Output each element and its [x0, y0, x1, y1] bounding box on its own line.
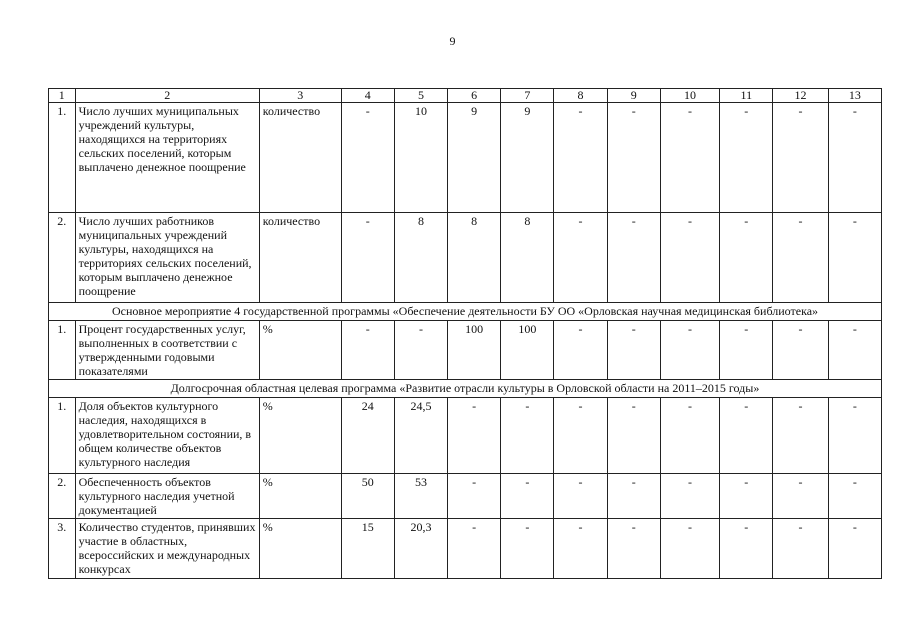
value-cell: -	[448, 474, 501, 519]
table-row	[49, 213, 882, 303]
column-header: 2	[75, 89, 259, 103]
value-cell: -	[773, 213, 828, 303]
row-number: 3.	[49, 519, 76, 579]
value-cell: -	[501, 474, 554, 519]
value-cell: 53	[394, 474, 447, 519]
value-cell: 8	[448, 213, 501, 303]
value-cell: -	[448, 519, 501, 579]
value-cell: 24	[341, 398, 394, 474]
row-number: 2.	[49, 213, 76, 303]
indicator-name: Количество студентов, принявших участие в областных, всероссийских и международных конкурсах	[75, 519, 259, 579]
column-header: 10	[660, 89, 719, 103]
table-body	[49, 89, 882, 579]
column-header: 1	[49, 89, 76, 103]
table-row	[49, 321, 882, 380]
column-header: 7	[501, 89, 554, 103]
indicator-name: Число лучших муниципальных учреждений культуры, находящихся на территориях сельских поселений, которым выплачено денежное поощрение	[75, 103, 259, 213]
value-cell: -	[607, 519, 660, 579]
value-cell: 50	[341, 474, 394, 519]
value-cell: -	[660, 519, 719, 579]
row-number: 2.	[49, 474, 76, 519]
value-cell: -	[720, 398, 773, 474]
value-cell: -	[660, 321, 719, 380]
value-cell: -	[720, 519, 773, 579]
value-cell: -	[828, 519, 881, 579]
value-cell: -	[607, 398, 660, 474]
unit-of-measure: %	[259, 474, 341, 519]
value-cell: -	[554, 398, 607, 474]
unit-of-measure: количество	[259, 103, 341, 213]
indicator-name: Доля объектов культурного наследия, находящихся в удовлетворительном состоянии, в общем количестве объектов культурного наследия	[75, 398, 259, 474]
value-cell: -	[828, 103, 881, 213]
value-cell: 20,3	[394, 519, 447, 579]
value-cell: -	[720, 474, 773, 519]
value-cell: 8	[394, 213, 447, 303]
value-cell: -	[341, 321, 394, 380]
unit-of-measure: %	[259, 398, 341, 474]
value-cell: 9	[501, 103, 554, 213]
column-header: 12	[773, 89, 828, 103]
column-header: 11	[720, 89, 773, 103]
value-cell: -	[554, 213, 607, 303]
value-cell: 100	[448, 321, 501, 380]
value-cell: -	[607, 321, 660, 380]
value-cell: -	[501, 398, 554, 474]
unit-of-measure: %	[259, 519, 341, 579]
column-header: 8	[554, 89, 607, 103]
value-cell: -	[554, 103, 607, 213]
value-cell: -	[828, 321, 881, 380]
value-cell: -	[554, 519, 607, 579]
row-number: 1.	[49, 398, 76, 474]
value-cell: -	[660, 103, 719, 213]
value-cell: -	[773, 321, 828, 380]
table-row	[49, 474, 882, 519]
value-cell: -	[554, 321, 607, 380]
indicator-name: Число лучших работников муниципальных учреждений культуры, находящихся на территориях сельских поселений, которым выплачено денежное поощрение	[75, 213, 259, 303]
section-heading-row	[49, 303, 882, 321]
value-cell: 9	[448, 103, 501, 213]
column-header: 13	[828, 89, 881, 103]
value-cell: 15	[341, 519, 394, 579]
column-header: 9	[607, 89, 660, 103]
table-row	[49, 103, 882, 213]
value-cell: -	[773, 398, 828, 474]
value-cell: -	[828, 474, 881, 519]
value-cell: -	[660, 474, 719, 519]
value-cell: -	[448, 398, 501, 474]
column-header: 5	[394, 89, 447, 103]
value-cell: -	[720, 103, 773, 213]
value-cell: 8	[501, 213, 554, 303]
value-cell: -	[607, 103, 660, 213]
section-heading-row	[49, 380, 882, 398]
value-cell: 24,5	[394, 398, 447, 474]
value-cell: -	[394, 321, 447, 380]
column-header: 3	[259, 89, 341, 103]
column-header: 4	[341, 89, 394, 103]
indicator-name: Обеспеченность объектов культурного наследия учетной документацией	[75, 474, 259, 519]
value-cell: 10	[394, 103, 447, 213]
value-cell: -	[501, 519, 554, 579]
value-cell: -	[720, 321, 773, 380]
unit-of-measure: количество	[259, 213, 341, 303]
row-number: 1.	[49, 321, 76, 380]
section-heading: Долгосрочная областная целевая программа «Развитие отрасли культуры в Орловской области на 2011–2015 годы»	[49, 380, 882, 398]
indicator-name: Процент государственных услуг, выполненных в соответствии с утвержденными годовыми показателями	[75, 321, 259, 380]
value-cell: -	[828, 213, 881, 303]
value-cell: -	[607, 474, 660, 519]
value-cell: -	[773, 474, 828, 519]
value-cell: -	[554, 474, 607, 519]
value-cell: 100	[501, 321, 554, 380]
table-row	[49, 519, 882, 579]
value-cell: -	[773, 519, 828, 579]
value-cell: -	[341, 103, 394, 213]
table-row	[49, 398, 882, 474]
header-row	[49, 89, 882, 103]
page-number: 9	[449, 34, 456, 48]
value-cell: -	[828, 398, 881, 474]
value-cell: -	[607, 213, 660, 303]
value-cell: -	[341, 213, 394, 303]
value-cell: -	[773, 103, 828, 213]
indicators-table	[48, 88, 882, 579]
section-heading: Основное мероприятие 4 государственной программы «Обеспечение деятельности БУ ОО «Орловская научная медицинская библиотека»	[49, 303, 882, 321]
row-number: 1.	[49, 103, 76, 213]
unit-of-measure: %	[259, 321, 341, 380]
column-header: 6	[448, 89, 501, 103]
value-cell: -	[720, 213, 773, 303]
value-cell: -	[660, 213, 719, 303]
value-cell: -	[660, 398, 719, 474]
